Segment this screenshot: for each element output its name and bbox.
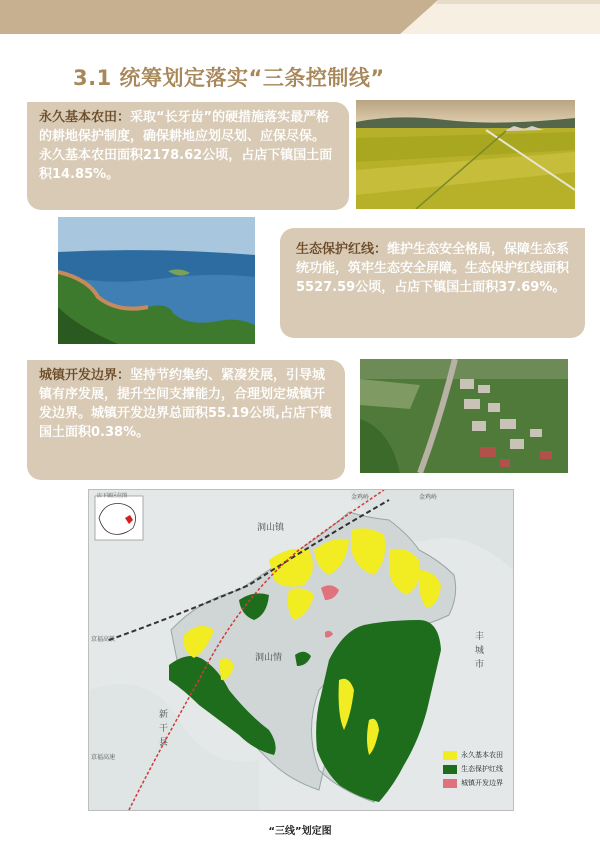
legend-swatch-urban: [443, 779, 457, 788]
eco-text: 维护生态安全格局，保障生态系统功能，筑牢生态安全屏障。生态保护红线面积5527.59公顷，占店下镇国土面积37.69%。: [296, 242, 570, 295]
map-label-inset-title: 店下镇区位图: [97, 493, 128, 499]
urban-text: 坚持节约集约、紧凑发展，引导城镇有序发展，提升空间支撑能力，合理划定城镇开发边界。城镇开发边界总面积55.19公顷,占店下镇国土面积0.38%。: [39, 368, 333, 440]
legend-swatch-eco: [443, 765, 457, 774]
map-label-city-right: 丰城市: [475, 632, 485, 670]
legend-item-eco: [443, 762, 507, 776]
legend-label-farmland: 永久基本农田: [461, 751, 503, 759]
map-label-road-top: 金鸡岭: [351, 494, 370, 501]
farmland-text: 采取“长牙齿”的硬措施落实最严格的耕地保护制度，确保耕地应划尽划、应保尽保。永久基本农田面积2178.62公顷，占店下镇国土面积14.85%。: [39, 110, 333, 182]
urban-panel: [27, 360, 345, 480]
eco-keyword: 生态保护红线：: [296, 242, 388, 257]
legend-label-eco: 生态保护红线: [461, 765, 503, 773]
lake-photo: [58, 217, 255, 344]
section-title: 3.1 统筹划定落实“三条控制线”: [73, 66, 385, 90]
map-caption: “三线”划定图: [268, 826, 332, 837]
map-label-place-b: 洞山情: [255, 653, 283, 663]
map-label-road-top-right: 金鸡岭: [419, 494, 438, 501]
map-label-place-a: 洞山镇: [257, 523, 285, 533]
map-legend: [443, 748, 507, 790]
map-label-road-left-2: 京福高速: [91, 754, 116, 761]
urban-keyword: 城镇开发边界：: [39, 368, 131, 383]
header-stripe: [0, 0, 600, 34]
farmland-keyword: 永久基本农田：: [39, 110, 131, 125]
three-lines-map: [88, 489, 514, 811]
farmland-panel: [27, 102, 349, 210]
town-photo: [360, 359, 568, 473]
eco-panel: [280, 228, 585, 338]
map-label-county-left: 新干县: [159, 710, 169, 748]
farmland-photo: [356, 100, 575, 209]
map-label-road-left-1: 京福高铁: [91, 636, 116, 643]
legend-item-urban: [443, 776, 507, 790]
legend-item-farmland: [443, 748, 507, 762]
legend-label-urban: 城镇开发边界: [461, 779, 503, 787]
legend-swatch-farmland: [443, 751, 457, 760]
